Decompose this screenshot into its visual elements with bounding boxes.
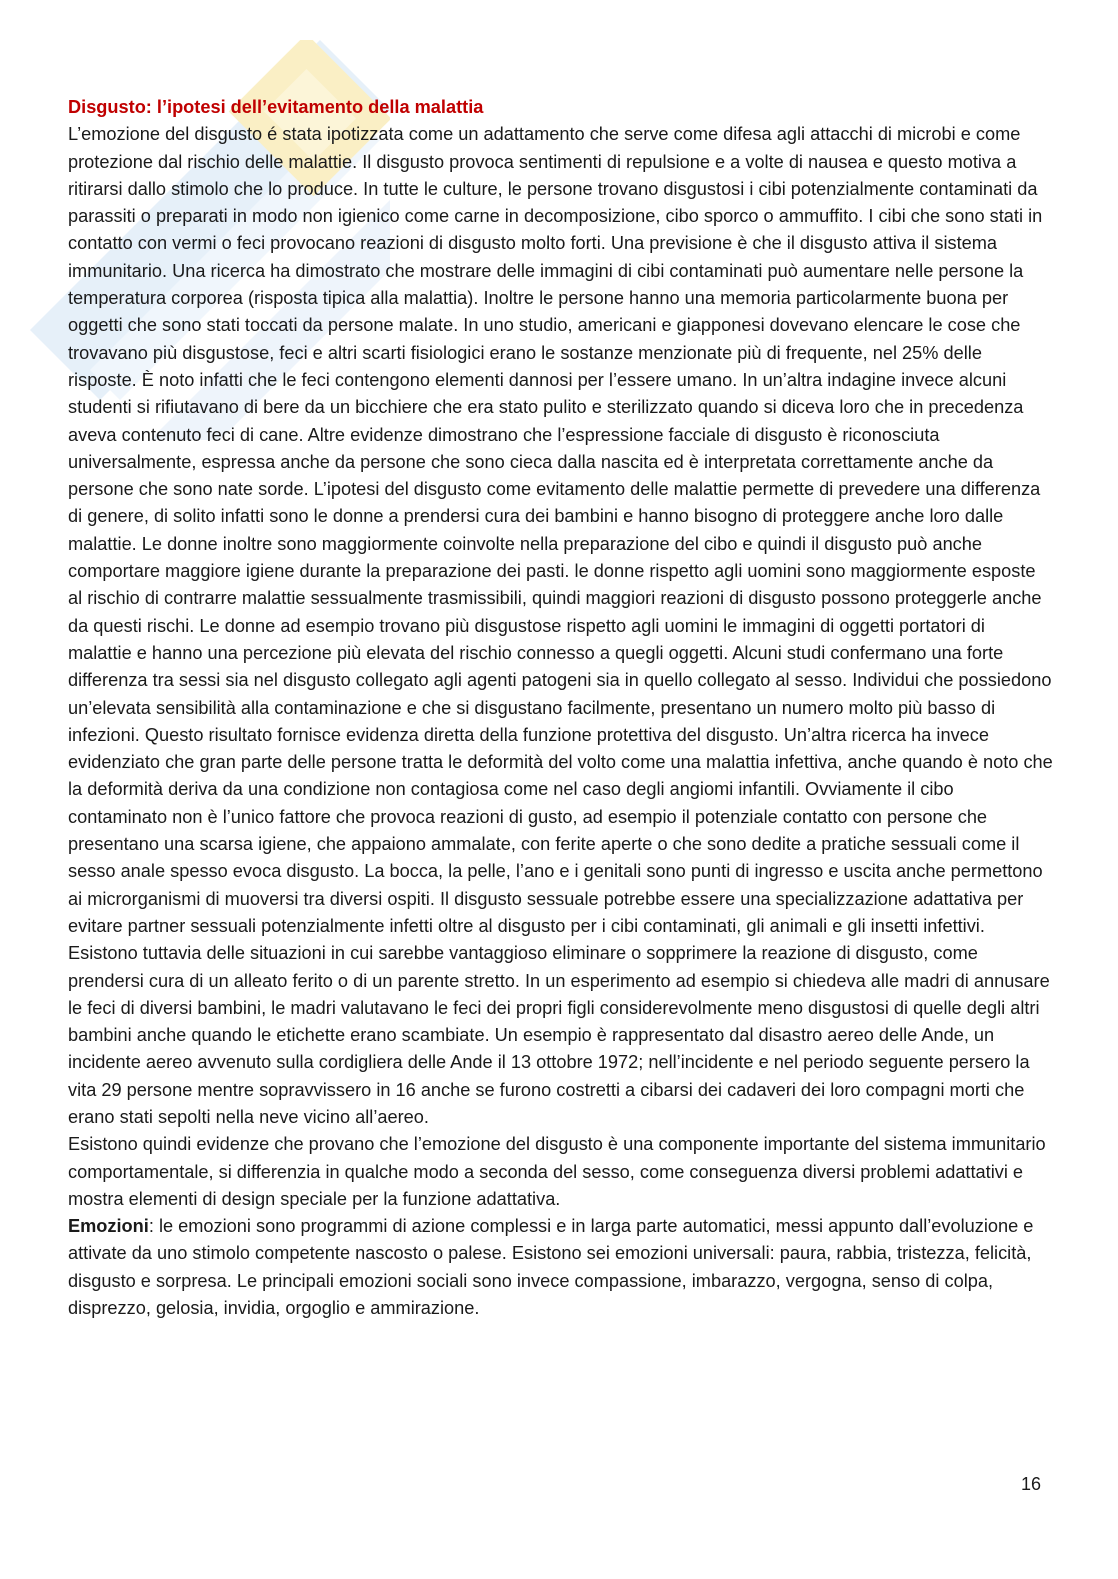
section-title: Disgusto: l’ipotesi dell’evitamento della malattia xyxy=(68,97,484,117)
body-paragraph: L’emozione del disgusto é stata ipotizzata come un adattamento che serve come difesa agli attacchi di microbi e come protezione dal rischio delle malattie. Il disgusto provoca sentimenti di repulsione e a volte di nausea e questo motiva a ritirarsi dallo stimolo che lo produce. In tutte le culture, le persone trovano disgustosi i cibi potenzialmente contaminati da parassiti o preparati in modo non igienico come carne in decomposizione, cibo sporco o ammuffito. I cibi che sono stati in contatto con vermi o feci provocano reazioni di disgusto molto forti. Una previsione è che il disgusto attiva il sistema immunitario. Una ricerca ha dimostrato che mostrare delle immagini di cibi contaminati può aumentare nelle persone la temperatura corporea (risposta tipica alla malattia). Inoltre le persone hanno una memoria particolarmente buona per oggetti che sono stati toccati da persone malate. In uno studio, americani e giapponesi dovevano elencare le cose che trovavano più disgustose, feci e altri scarti fisiologici erano le sostanze menzionate più di frequente, nel 25% delle risposte. È noto infatti che le feci contengono elementi dannosi per l’essere umano. In un’altra indagine invece alcuni studenti si rifiutavano di bere da un bicchiere che era stato pulito e sterilizzato quando si diceva loro che in precedenza aveva contenuto feci di cane. Altre evidenze dimostrano che l’espressione facciale di disgusto è riconosciuta universalmente, espressa anche da persone che sono cieca dalla nascita ed è interpretata correttamente anche da persone che sono nate sorde. L’ipotesi del disgusto come evitamento delle malattie permette di prevedere una differenza di genere, di solito infatti sono le donne a prendersi cura dei bambini e hanno bisogno di proteggere anche loro dalle malattie. Le donne inoltre sono maggiormente coinvolte nella preparazione del cibo e quindi il disgusto può anche comportare maggiore igiene durante la preparazione dei pasti. le donne rispetto agli uomini sono maggiormente esposte al rischio di contrarre malattie sessualmente trasmissibili, quindi maggiori reazioni di disgusto possono proteggerle anche da questi rischi. Le donne ad esempio trovano più disgustose rispetto agli uomini le immagini di oggetti portatori di malattie e hanno una percezione più elevata del rischio connesso a quegli oggetti. Alcuni studi confermano una forte differenza tra sessi sia nel disgusto collegato agli agenti patogeni sia in quello collegato al sesso. Individui che possiedono un’elevata sensibilità alla contaminazione e che si disgustano facilmente, presentano un numero molto più basso di infezioni. Questo risultato fornisce evidenza diretta della funzione protettiva del disgusto. Un’altra ricerca ha invece evidenziato che gran parte delle persone tratta le deformità del volto come una malattia infettiva, anche quando è noto che la deformità deriva da una condizione non contagiosa come nel caso degli angiomi infantili. Ovviamente il cibo contaminato non è l’unico fattore che provoca reazioni di gusto, ad esempio il potenziale contatto con persone che presentano una scarsa igiene, che appaiono ammalate, con ferite aperte o che sono dedite a pratiche sessuali come il sesso anale spesso evoca disgusto. La bocca, la pelle, l’ano e i genitali sono punti di ingresso e uscita anche permettono ai microrganismi di muoversi tra diversi ospiti. Il disgusto sessuale potrebbe essere una specializzazione adattativa per evitare partner sessuali potenzialmente infetti oltre al disgusto per i cibi contaminati, gli animali e gli insetti infettivi. Esistono tuttavia delle situazioni in cui sarebbe vantaggioso eliminare o sopprimere la reazione di disgusto, come prendersi cura di un alleato ferito o di un parente stretto. In un esperimento ad esempio si chiedeva alle madri di annusare le feci di diversi bambini, le madri valutavano le feci dei propri figli considerevolmente meno disgustosi di quelle degli altri bambini anche quando le etichette erano scambiate. Un esempio è rappresentato dal disastro aereo delle Ande, un incidente aereo avvenuto sulla cordigliera delle Ande il 13 ottobre 1972; nell’incidente e nel periodo seguente persero la vita 29 persone mentre sopravvissero in 16 anche se furono costretti a cibarsi dei cadaveri dei loro compagni morti che erano stati sepolti nella neve vicino all’aereo. xyxy=(68,124,1053,1127)
emotions-definition: : le emozioni sono programmi di azione complessi e in larga parte automatici, messi appunto dall’evoluzione e attivate da uno stimolo competente nascosto o palese. Esistono sei emozioni universali: paura, rabbia, tristezza, felicità, disgusto e sorpresa. Le principali emozioni sociali sono invece compassione, imbarazzo, vergogna, senso di colpa, disprezzo, gelosia, invidia, orgoglio e ammirazione. xyxy=(68,1216,1034,1319)
conclusion-paragraph: Esistono quindi evidenze che provano che l’emozione del disgusto è una componente importante del sistema immunitario comportamentale, si differenzia in qualche modo a seconda del sesso, come conseguenza diversi problemi adattativi e mostra elementi di design speciale per la funzione adattativa. xyxy=(68,1134,1046,1209)
emotions-term: Emozioni xyxy=(68,1216,149,1237)
page-number: 16 xyxy=(1020,1474,1041,1494)
emotions-paragraph xyxy=(68,1213,1053,1322)
document-page xyxy=(68,94,1053,1322)
